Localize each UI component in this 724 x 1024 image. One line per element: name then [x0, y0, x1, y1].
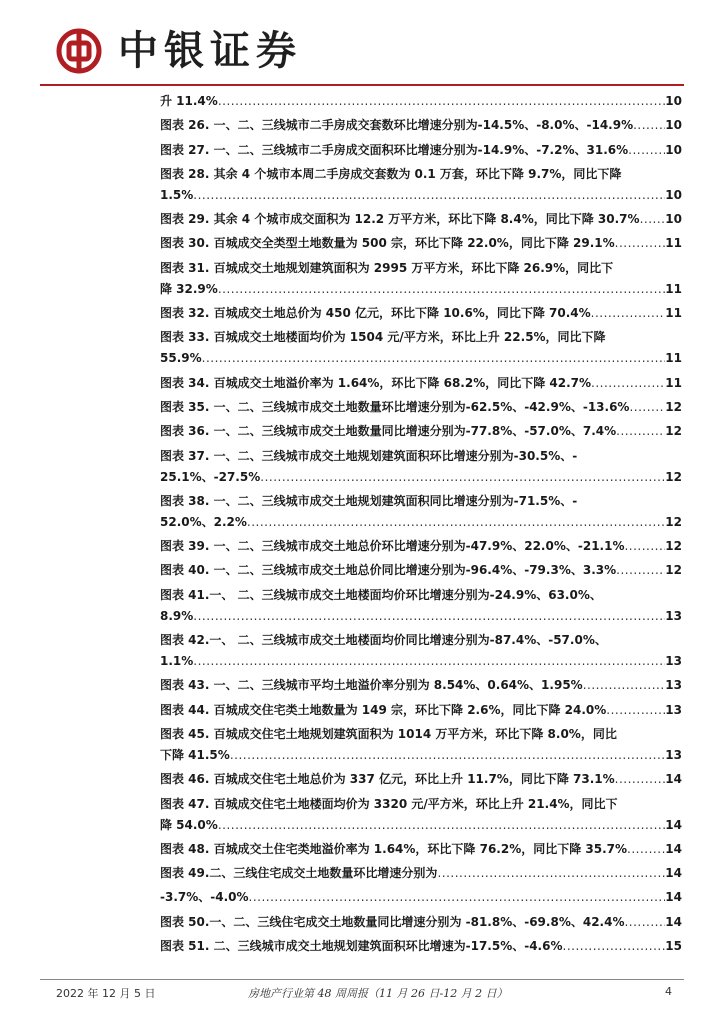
- toc-entry[interactable]: [160, 585, 682, 627]
- toc-entry-text: 图表 31. 百城成交土地规划建筑面积为 2995 万平方米，环比下降 26.9%，同比下: [160, 260, 614, 275]
- toc-entry-text: 降 32.9%: [160, 281, 218, 296]
- toc-entry-line: [160, 536, 682, 557]
- toc-entry-text: 升 11.4%: [160, 94, 218, 108]
- toc-page-number: 11: [665, 351, 682, 366]
- toc-page-number: 14: [665, 866, 682, 881]
- toc-page-number: 11: [665, 236, 682, 251]
- toc-entry[interactable]: [160, 233, 682, 254]
- toc-entry[interactable]: [160, 258, 682, 300]
- toc-entry-line: [160, 373, 682, 394]
- toc-entry-text: 图表 38. 一、二、三线城市成交土地规划建筑面积同比增速分别为-71.5%、-: [160, 493, 578, 508]
- dot-leader: [591, 373, 665, 394]
- toc-entry-line: [160, 606, 682, 627]
- toc-entry-line: [160, 839, 682, 860]
- toc-entry[interactable]: [160, 164, 682, 206]
- toc-entry-text: 图表 37. 一、二、三线城市成交土地规划建筑面积环比增速分别为-30.5%、-: [160, 448, 578, 463]
- toc-page-number: 13: [665, 608, 682, 623]
- dot-leader: [591, 303, 666, 324]
- toc-page-number: 13: [665, 678, 682, 693]
- header-divider: [40, 84, 684, 86]
- toc-entry-text: 图表 39. 一、二、三线城市成交土地总价环比增速分别为-47.9%、22.0%、-21.1%: [160, 539, 625, 554]
- dot-leader: [615, 769, 666, 790]
- toc-entry-text: -3.7%、-4.0%: [160, 890, 249, 905]
- toc-page-number: 10: [665, 142, 682, 157]
- toc-page-number: 14: [665, 890, 682, 905]
- toc-entry[interactable]: [160, 91, 682, 112]
- toc-entry-text: 图表 44. 百城成交住宅类土地数量为 149 宗，环比下降 2.6%，同比下降 24.0%: [160, 702, 607, 717]
- toc-entry-line: [160, 794, 682, 815]
- toc-entry-text: 图表 49.二、三线住宅成交土地数量环比增速分别为: [160, 866, 438, 881]
- toc-page-number: 14: [665, 914, 682, 929]
- dot-leader: [193, 651, 665, 672]
- dot-leader: [249, 887, 666, 908]
- dot-leader: [193, 185, 665, 206]
- toc-entry-line: [160, 115, 682, 136]
- toc-page-number: 10: [665, 187, 682, 202]
- dot-leader: [218, 91, 665, 112]
- toc-entry-line: [160, 745, 682, 766]
- toc-entry-line: [160, 279, 682, 300]
- toc-entry-text: 图表 41.一、 二、三线城市成交土地楼面均价环比增速分别为-24.9%、63.0%、: [160, 587, 602, 602]
- toc-entry-line: [160, 91, 682, 112]
- toc-page-number: 10: [665, 212, 682, 227]
- toc-entry-line: [160, 585, 682, 606]
- toc-entry-text: 下降 41.5%: [160, 747, 230, 762]
- toc-entry[interactable]: [160, 536, 682, 557]
- table-of-figures: [160, 91, 682, 960]
- toc-entry-text: 图表 43. 一、二、三线城市平均土地溢价率分别为 8.54%、0.64%、1.95%: [160, 678, 583, 693]
- toc-entry[interactable]: [160, 140, 682, 161]
- dot-leader: [437, 863, 665, 884]
- toc-entry-line: [160, 446, 682, 467]
- toc-entry-text: 图表 34. 百城成交土地溢价率为 1.64%，环比下降 68.2%，同比下降 42.7%: [160, 375, 592, 390]
- toc-entry-line: [160, 675, 682, 696]
- dot-leader: [633, 115, 665, 136]
- toc-entry-text: 图表 29. 其余 4 个城市成交面积为 12.2 万平方米，环比下降 8.4%，同比下降 30.7%: [160, 212, 640, 227]
- toc-page-number: 14: [665, 772, 682, 787]
- toc-entry[interactable]: [160, 700, 682, 721]
- bank-of-china-logo-icon: [56, 28, 102, 74]
- dot-leader: [193, 606, 665, 627]
- dot-leader: [218, 279, 665, 300]
- toc-entry[interactable]: [160, 303, 682, 324]
- toc-entry-text: 图表 36. 一、二、三线城市成交土地数量同比增速分别为-77.8%、-57.0%、7.4%: [160, 424, 617, 439]
- toc-page-number: 14: [665, 817, 682, 832]
- toc-page-number: 13: [665, 702, 682, 717]
- toc-page-number: 13: [665, 747, 682, 762]
- toc-entry-text: 图表 51. 二、三线城市成交土地规划建筑面积环比增速为-17.5%、-4.6%: [160, 939, 563, 954]
- toc-entry[interactable]: [160, 794, 682, 836]
- toc-entry-line: [160, 233, 682, 254]
- toc-entry-line: [160, 512, 682, 533]
- toc-entry-line: [160, 467, 682, 488]
- dot-leader: [627, 839, 665, 860]
- toc-entry-text: 1.5%: [160, 187, 194, 202]
- toc-entry-text: 图表 26. 一、二、三线城市二手房成交套数环比增速分别为-14.5%、-8.0%、-14.9%: [160, 118, 634, 133]
- toc-entry-line: [160, 769, 682, 790]
- footer-date: 2022 年 12 月 5 日: [56, 987, 156, 1000]
- toc-entry[interactable]: [160, 327, 682, 369]
- toc-page-number: 12: [665, 399, 682, 414]
- toc-entry[interactable]: [160, 839, 682, 860]
- toc-entry-line: [160, 209, 682, 230]
- toc-entry-line: [160, 863, 682, 884]
- toc-entry-text: 图表 45. 百城成交住宅土地规划建筑面积为 1014 万平方米，环比下降 8.0%，同比: [160, 726, 617, 741]
- toc-entry-line: [160, 258, 682, 279]
- toc-entry[interactable]: [160, 491, 682, 533]
- dot-leader: [616, 421, 665, 442]
- toc-page-number: 12: [665, 563, 682, 578]
- toc-page-number: 11: [665, 306, 682, 321]
- toc-page-number: 12: [665, 539, 682, 554]
- toc-entry[interactable]: [160, 630, 682, 672]
- toc-entry-text: 52.0%、2.2%: [160, 514, 247, 529]
- toc-entry-line: [160, 397, 682, 418]
- dot-leader: [624, 536, 665, 557]
- dot-leader: [260, 467, 665, 488]
- toc-entry[interactable]: [160, 936, 682, 957]
- toc-entry-line: [160, 724, 682, 745]
- footer-report-title: 房地产行业第 48 周周报（11 月 26 日-12 月 2 日）: [248, 987, 508, 1000]
- toc-entry[interactable]: [160, 769, 682, 790]
- toc-entry-text: 图表 35. 一、二、三线城市成交土地数量环比增速分别为-62.5%、-42.9%、-13.6%: [160, 399, 630, 414]
- toc-entry[interactable]: [160, 397, 682, 418]
- toc-page-number: 11: [665, 281, 682, 296]
- toc-entry-text: 图表 46. 百城成交住宅土地总价为 337 亿元，环比上升 11.7%，同比下降 73.1%: [160, 772, 615, 787]
- footer-page-number: 4: [665, 985, 672, 998]
- brand-name: 中银证券: [118, 27, 302, 74]
- page-header: [0, 0, 724, 88]
- dot-leader: [247, 512, 665, 533]
- toc-entry-text: 图表 30. 百城成交全类型土地数量为 500 宗，环比下降 22.0%，同比下降 29.1%: [160, 236, 615, 251]
- dot-leader: [606, 700, 665, 721]
- dot-leader: [629, 397, 665, 418]
- toc-entry[interactable]: [160, 912, 682, 933]
- toc-entry-text: 图表 42.一、 二、三线城市成交土地楼面均价同比增速分别为-87.4%、-57.0%、: [160, 633, 607, 648]
- toc-entry[interactable]: [160, 446, 682, 488]
- toc-entry-text: 图表 33. 百城成交土地楼面均价为 1504 元/平方米，环比上升 22.5%，同比下降: [160, 330, 606, 345]
- toc-page-number: 12: [665, 424, 682, 439]
- toc-entry-line: [160, 421, 682, 442]
- toc-entry-text: 降 54.0%: [160, 817, 218, 832]
- toc-entry-text: 图表 40. 一、二、三线城市成交土地总价同比增速分别为-96.4%、-79.3%、3.3%: [160, 563, 617, 578]
- toc-entry-text: 55.9%: [160, 351, 202, 366]
- dot-leader: [218, 815, 665, 836]
- dot-leader: [616, 560, 665, 581]
- toc-entry-line: [160, 560, 682, 581]
- toc-entry-line: [160, 185, 682, 206]
- dot-leader: [624, 912, 665, 933]
- toc-entry-text: 图表 28. 其余 4 个城市本周二手房成交套数为 0.1 万套，环比下降 9.7%，同比下降: [160, 166, 622, 181]
- toc-entry-line: [160, 912, 682, 933]
- toc-entry[interactable]: [160, 560, 682, 581]
- toc-page-number: 10: [665, 118, 682, 133]
- dot-leader: [563, 936, 666, 957]
- dot-leader: [583, 675, 666, 696]
- toc-entry-line: [160, 348, 682, 369]
- toc-entry-line: [160, 936, 682, 957]
- toc-entry-text: 1.1%: [160, 654, 194, 669]
- toc-page-number: 13: [665, 654, 682, 669]
- toc-entry-text: 图表 32. 百城成交土地总价为 450 亿元，环比下降 10.6%，同比下降 70.4%: [160, 306, 591, 321]
- dot-leader: [230, 745, 665, 766]
- toc-entry[interactable]: [160, 675, 682, 696]
- toc-entry-text: 图表 47. 百城成交住宅土地楼面均价为 3320 元/平方米，环比上升 21.4%，同比下: [160, 796, 618, 811]
- toc-entry[interactable]: [160, 724, 682, 766]
- toc-page-number: 14: [665, 841, 682, 856]
- toc-page-number: 15: [665, 939, 682, 954]
- toc-entry-line: [160, 491, 682, 512]
- toc-entry-line: [160, 887, 682, 908]
- toc-entry-line: [160, 630, 682, 651]
- dot-leader: [628, 140, 665, 161]
- toc-entry[interactable]: [160, 421, 682, 442]
- toc-entry-line: [160, 140, 682, 161]
- toc-entry-text: 25.1%、-27.5%: [160, 469, 261, 484]
- dot-leader: [615, 233, 666, 254]
- toc-entry-text: 图表 27. 一、二、三线城市二手房成交面积环比增速分别为-14.9%、-7.2%、31.6%: [160, 142, 629, 157]
- toc-page-number: 12: [665, 469, 682, 484]
- toc-entry-line: [160, 327, 682, 348]
- toc-entry[interactable]: [160, 887, 682, 908]
- footer-divider: [40, 979, 684, 980]
- toc-entry-line: [160, 651, 682, 672]
- toc-entry-line: [160, 303, 682, 324]
- toc-entry[interactable]: [160, 373, 682, 394]
- toc-entry[interactable]: [160, 209, 682, 230]
- dot-leader: [202, 348, 666, 369]
- dot-leader: [640, 209, 666, 230]
- toc-page-number: 11: [665, 375, 682, 390]
- toc-page-number: 12: [665, 514, 682, 529]
- toc-entry[interactable]: [160, 115, 682, 136]
- toc-entry-line: [160, 815, 682, 836]
- toc-entry-text: 图表 50.一、二、三线住宅成交土地数量同比增速分别为 -81.8%、-69.8%、42.4%: [160, 914, 625, 929]
- toc-entry-line: [160, 700, 682, 721]
- toc-entry-text: 8.9%: [160, 608, 194, 623]
- toc-page-number: 10: [665, 94, 682, 108]
- toc-entry-line: [160, 164, 682, 185]
- toc-entry[interactable]: [160, 863, 682, 884]
- toc-entry-text: 图表 48. 百城成交土住宅类地溢价率为 1.64%，环比下降 76.2%，同比下降 35.7%: [160, 841, 628, 856]
